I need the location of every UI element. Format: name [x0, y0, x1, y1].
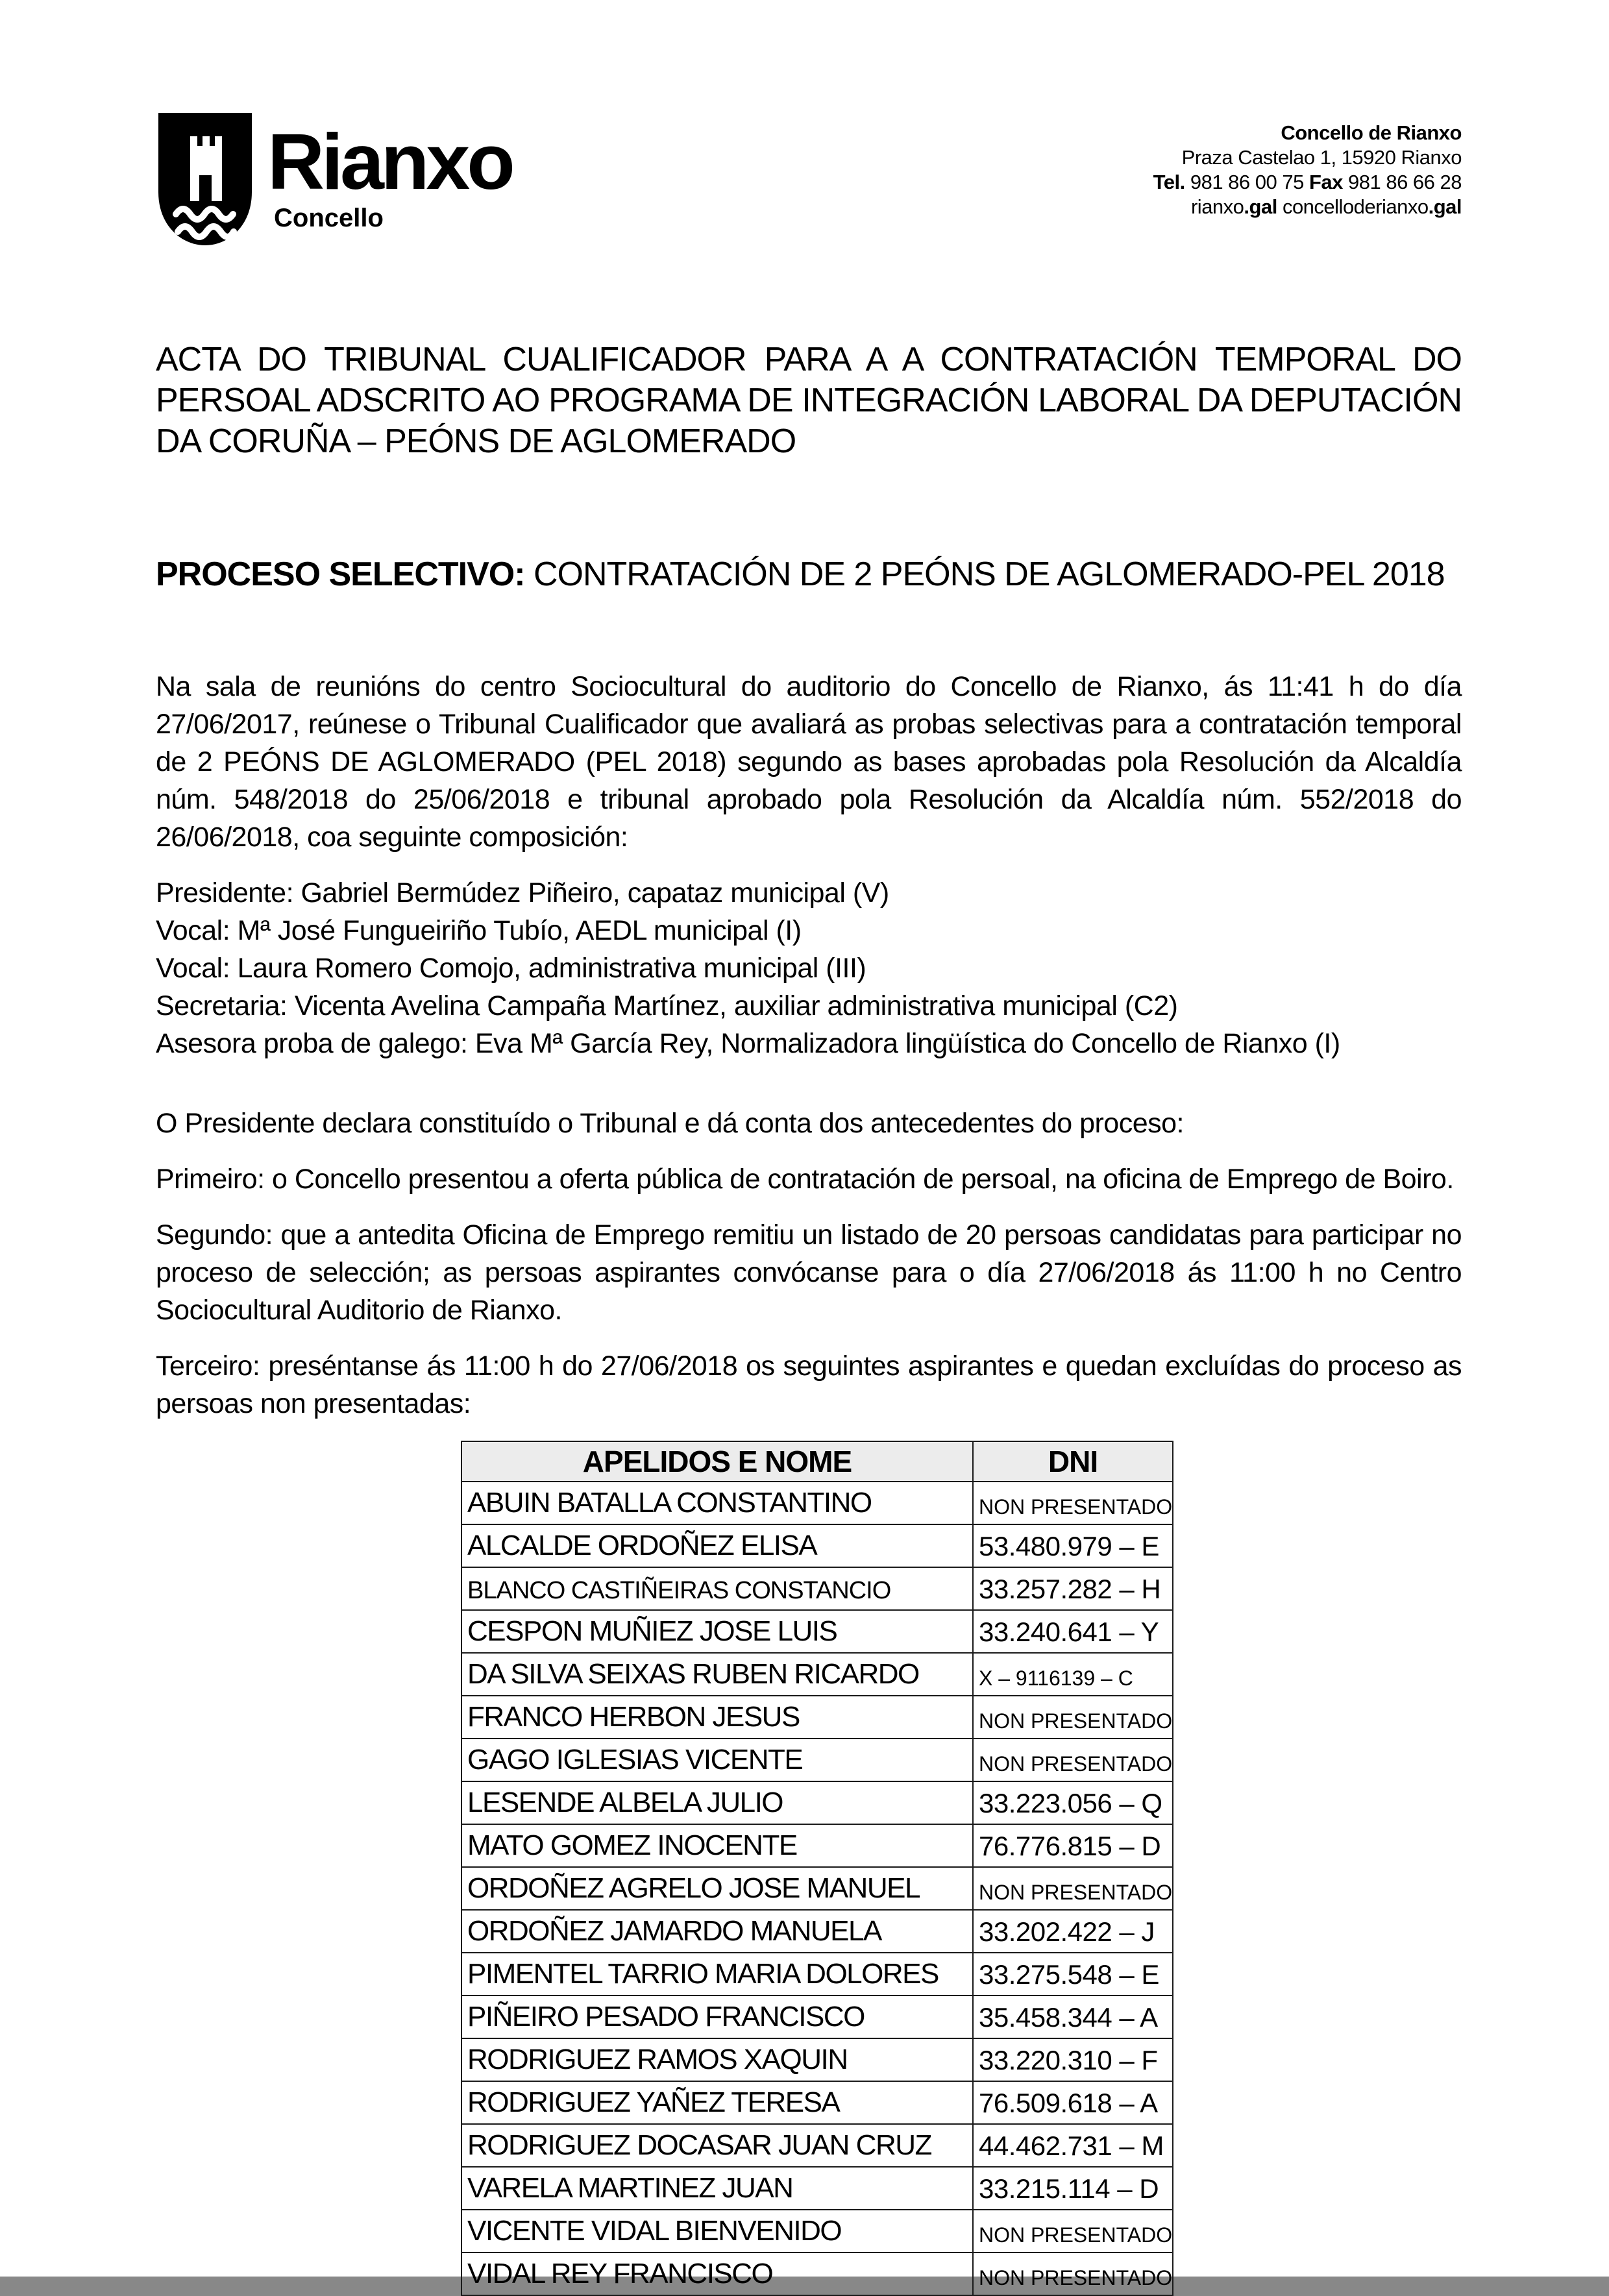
candidate-name-cell: RODRIGUEZ DOCASAR JUAN CRUZ: [461, 2124, 973, 2167]
candidate-dni-cell: 33.220.310 – F: [973, 2038, 1173, 2081]
table-row: [461, 1482, 1173, 1524]
segundo-paragraph: Segundo: que a antedita Oficina de Emprego remitiu un listado de 20 persoas candidatas para participar no proceso de selección; as persoas aspirantes convócanse para o día 27/06/2018 ás 11:00 h no Centro Sociocultural Auditorio de Rianxo.: [156, 1219, 1462, 1326]
table-row: [461, 1524, 1173, 1567]
candidate-dni-cell: X – 9116139 – C: [973, 1653, 1173, 1696]
candidate-name-cell: ALCALDE ORDOÑEZ ELISA: [461, 1524, 973, 1567]
tribunal-member-secretaria: Secretaria: Vicenta Avelina Campaña Martínez, auxiliar administrativa municipal (C2): [156, 990, 1178, 1021]
terceiro-paragraph: Terceiro: preséntanse ás 11:00 h do 27/06/2018 os seguintes aspirantes e quedan excluídas do proceso as persoas non presentadas:: [156, 1350, 1462, 1419]
candidates-tbody: [461, 1482, 1173, 2295]
table-row: [461, 2253, 1173, 2295]
table-row: [461, 1953, 1173, 1996]
address-block: [1153, 121, 1462, 219]
candidate-dni-cell: NON PRESENTADO: [973, 1739, 1173, 1781]
candidate-dni-cell: 33.215.114 – D: [973, 2167, 1173, 2210]
selection-process-value: CONTRATACIÓN DE 2 PEÓNS DE AGLOMERADO-PEL 2018: [524, 556, 1445, 593]
candidate-name-cell: GAGO IGLESIAS VICENTE: [461, 1739, 973, 1781]
candidate-name-cell: LESENDE ALBELA JULIO: [461, 1781, 973, 1824]
candidate-dni-cell: 33.240.641 – Y: [973, 1610, 1173, 1653]
col-header-apelidos: APELIDOS E NOME: [461, 1441, 973, 1482]
table-row: [461, 1739, 1173, 1781]
table-row: [461, 2081, 1173, 2124]
candidate-dni-cell: 33.275.548 – E: [973, 1953, 1173, 1996]
selection-process-heading: [156, 554, 1462, 595]
candidate-dni-cell: NON PRESENTADO: [973, 1696, 1173, 1739]
candidate-name-cell: ORDOÑEZ AGRELO JOSE MANUEL: [461, 1867, 973, 1910]
table-row: [461, 1781, 1173, 1824]
candidate-name-cell: VIDAL REY FRANCISCO: [461, 2253, 973, 2295]
table-row: [461, 1567, 1173, 1610]
candidate-dni-cell: 76.776.815 – D: [973, 1824, 1173, 1867]
address-web: rianxo.gal concelloderianxo.gal: [1190, 195, 1462, 218]
table-row: [461, 1653, 1173, 1696]
candidate-name-cell: ABUIN BATALLA CONSTANTINO: [461, 1482, 973, 1524]
table-row: [461, 1824, 1173, 1867]
address-org: Concello de Rianxo: [1281, 121, 1462, 144]
candidates-table-head: [461, 1441, 1173, 1482]
table-row: [461, 1910, 1173, 1953]
candidate-name-cell: PIMENTEL TARRIO MARIA DOLORES: [461, 1953, 973, 1996]
candidate-name-cell: CESPON MUÑIEZ JOSE LUIS: [461, 1610, 973, 1653]
table-row: [461, 1996, 1173, 2038]
candidate-dni-cell: 44.462.731 – M: [973, 2124, 1173, 2167]
tribunal-member-vocal-1: Vocal: Mª José Fungueiriño Tubío, AEDL municipal (I): [156, 915, 802, 946]
candidate-dni-cell: 33.202.422 – J: [973, 1910, 1173, 1953]
col-header-dni: DNI: [973, 1441, 1173, 1482]
candidate-dni-cell: 33.257.282 – H: [973, 1567, 1173, 1610]
table-row: [461, 2210, 1173, 2253]
table-row: [461, 2167, 1173, 2210]
document-body: [156, 668, 1462, 1423]
brand-name: Rianxo: [267, 117, 512, 206]
candidate-name-cell: FRANCO HERBON JESUS: [461, 1696, 973, 1739]
candidates-table: [461, 1441, 1173, 2296]
candidate-name-cell: MATO GOMEZ INOCENTE: [461, 1824, 973, 1867]
candidate-name-cell: PIÑEIRO PESADO FRANCISCO: [461, 1996, 973, 2038]
table-row: [461, 1696, 1173, 1739]
candidate-name-cell: BLANCO CASTIÑEIRAS CONSTANCIO: [461, 1567, 973, 1610]
brand-subtitle: Concello: [274, 204, 384, 232]
intro-paragraph: Na sala de reunións do centro Sociocultural do auditorio do Concello de Rianxo, ás 11:41 h do día 27/06/2017, reúnese o Tribunal Cualificador que avaliará as probas selectivas para a contratación temporal de 2 PEÓNS DE AGLOMERADO (PEL 2018) segundo as bases aprobadas pola Resolución da Alcaldía núm. 548/2018 do 25/06/2018 e tribunal aprobado pola Resolución da Alcaldía núm. 552/2018 do 26/06/2018, coa seguinte composición:: [156, 671, 1462, 853]
rianxo-shield-icon: [156, 110, 254, 248]
candidate-name-cell: ORDOÑEZ JAMARDO MANUELA: [461, 1910, 973, 1953]
document-title: ACTA DO TRIBUNAL CUALIFICADOR PARA A A CONTRATACIÓN TEMPORAL DO PERSOAL ADSCRITO AO PROGRAMA DE INTEGRACIÓN LABORAL DA DEPUTACIÓN DA CORUÑA – PEÓNS DE AGLOMERADO: [156, 341, 1462, 460]
candidate-dni-cell: 76.509.618 – A: [973, 2081, 1173, 2124]
selection-process-label: PROCESO SELECTIVO:: [156, 556, 525, 593]
candidate-name-cell: RODRIGUEZ YAÑEZ TERESA: [461, 2081, 973, 2124]
tribunal-member-vocal-2: Vocal: Laura Romero Comojo, administrativa municipal (III): [156, 953, 866, 984]
address-street: Praza Castelao 1, 15920 Rianxo: [1181, 146, 1462, 169]
concello-rianxo-logo: [156, 110, 512, 248]
candidate-name-cell: VARELA MARTINEZ JUAN: [461, 2167, 973, 2210]
candidate-dni-cell: NON PRESENTADO: [973, 2253, 1173, 2295]
candidate-dni-cell: 53.480.979 – E: [973, 1524, 1173, 1567]
candidate-dni-cell: NON PRESENTADO: [973, 1867, 1173, 1910]
table-row: [461, 2038, 1173, 2081]
table-row: [461, 2124, 1173, 2167]
candidate-dni-cell: 33.223.056 – Q: [973, 1781, 1173, 1824]
table-row: [461, 1867, 1173, 1910]
tribunal-member-presidente: Presidente: Gabriel Bermúdez Piñeiro, capataz municipal (V): [156, 877, 889, 909]
candidate-dni-cell: NON PRESENTADO: [973, 2210, 1173, 2253]
candidate-dni-cell: NON PRESENTADO: [973, 1482, 1173, 1524]
table-row: [461, 1610, 1173, 1653]
primeiro-paragraph: Primeiro: o Concello presentou a oferta pública de contratación de persoal, na oficina de Emprego de Boiro.: [156, 1164, 1454, 1195]
candidate-dni-cell: 35.458.344 – A: [973, 1996, 1173, 2038]
brand-block: [267, 110, 512, 233]
candidate-name-cell: RODRIGUEZ RAMOS XAQUIN: [461, 2038, 973, 2081]
candidate-name-cell: DA SILVA SEIXAS RUBEN RICARDO: [461, 1653, 973, 1696]
tribunal-member-asesora: Asesora proba de galego: Eva Mª García Rey, Normalizadora lingüística do Concello de Rianxo (I): [156, 1028, 1340, 1059]
tribunal-composition-list: [156, 874, 1462, 1062]
page-header: [156, 110, 1462, 250]
header-row: [461, 1441, 1173, 1482]
candidate-name-cell: VICENTE VIDAL BIENVENIDO: [461, 2210, 973, 2253]
declaration-paragraph: O Presidente declara constituído o Tribunal e dá conta dos antecedentes do proceso:: [156, 1108, 1184, 1139]
address-phone: Tel. 981 86 00 75 Fax 981 86 66 28: [1153, 171, 1462, 193]
